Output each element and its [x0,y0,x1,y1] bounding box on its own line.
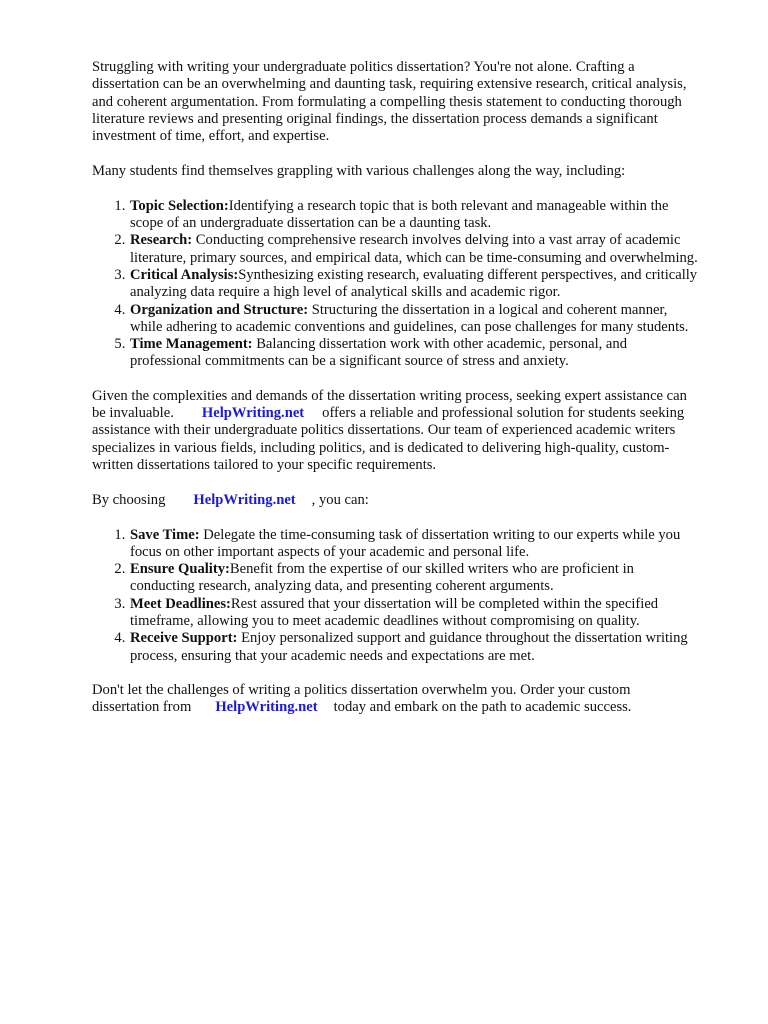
challenges-intro: Many students find themselves grappling with various challenges along the way, including: [92,163,626,180]
list-item [129,336,698,371]
item-term: Critical Analysis: [130,266,239,283]
assist-text-before: Given the complexities and demands of the dissertation writing process, seeking expert assistance can be invaluable. [92,387,687,422]
item-text: Balancing dissertation work with other academic, personal, and professional commitments can be a significant source of stress and anxiety. [130,336,628,370]
item-term: Meet Deadlines: [130,595,231,612]
item-text: Structuring the dissertation in a logical and coherent manner, while adhering to academic conventions and guidelines, can pose challenges for many students. [130,301,689,335]
item-text: Identifying a research topic that is both relevant and manageable within the scope of an undergraduate dissertation can be a daunting task. [130,197,669,232]
item-term: Ensure Quality: [130,561,230,578]
item-text: Conducting comprehensive research involves delving into a vast array of academic literature, primary sources, and empirical data, which can be time-consuming and overwhelming. [130,232,698,266]
list-item [129,198,698,233]
helpwriting-link[interactable]: HelpWriting.net [193,492,296,509]
list-item [129,232,698,267]
list-item [129,267,698,302]
closing-text-before: Don't let the challenges of writing a politics dissertation overwhelm you. Order your custom dissertation from [92,681,631,716]
item-text: Rest assured that your dissertation will be completed within the specified timeframe, allowing you to meet academic deadlines without compromising on quality. [130,595,659,630]
assist-text-after: offers a reliable and professional solution for students seeking assistance with their undergraduate politics dissertations. Our team of experienced academic writers specializes in various fields, including politics, and is dedicated to delivering high-quality, custom-written dissertations tailored to your specific requirements. [92,405,685,473]
item-text: Synthesizing existing research, evaluating different perspectives, and critically analyzing data require a high level of analytical skills and academic rigor. [130,266,698,301]
choosing-text-before: By choosing [92,492,166,509]
helpwriting-link[interactable]: HelpWriting.net [215,699,318,716]
closing-paragraph [92,682,698,717]
list-item [129,596,698,631]
list-item [129,527,698,562]
choosing-paragraph [92,492,698,509]
list-item [129,630,698,665]
list-item [129,302,698,337]
item-text: Benefit from the expertise of our skilled writers who are proficient in conducting research, analyzing data, and presenting coherent arguments. [130,561,634,595]
item-text: Delegate the time-consuming task of dissertation writing to our experts while you focus on other important aspects of your academic and personal life. [130,526,681,560]
benefits-list [92,527,698,665]
item-term: Topic Selection: [130,197,229,214]
item-text: Enjoy personalized support and guidance throughout the dissertation writing process, ensuring that your academic needs and expectations are met. [130,630,688,664]
item-term: Time Management: [130,336,253,353]
helpwriting-link[interactable]: HelpWriting.net [201,405,305,422]
item-term: Receive Support: [130,630,238,647]
list-item [129,561,698,596]
item-term: Save Time: [130,526,200,543]
assist-paragraph [92,388,698,474]
choosing-text-after: , you can: [311,492,369,509]
closing-text-after: today and embark on the path to academic success. [333,699,632,716]
intro-paragraph: Struggling with writing your undergraduate politics dissertation? You're not alone. Crafting a dissertation can be an overwhelming and daunting task, requiring extensive research, critical analysis, and coherent argumentation. From formulating a compelling thesis statement to conducting thorough literature reviews and presenting original findings, the dissertation process demands a significant investment of time, effort, and expertise. [92,59,687,145]
item-term: Research: [130,232,193,249]
item-term: Organization and Structure: [130,301,309,318]
challenges-list [92,198,698,371]
